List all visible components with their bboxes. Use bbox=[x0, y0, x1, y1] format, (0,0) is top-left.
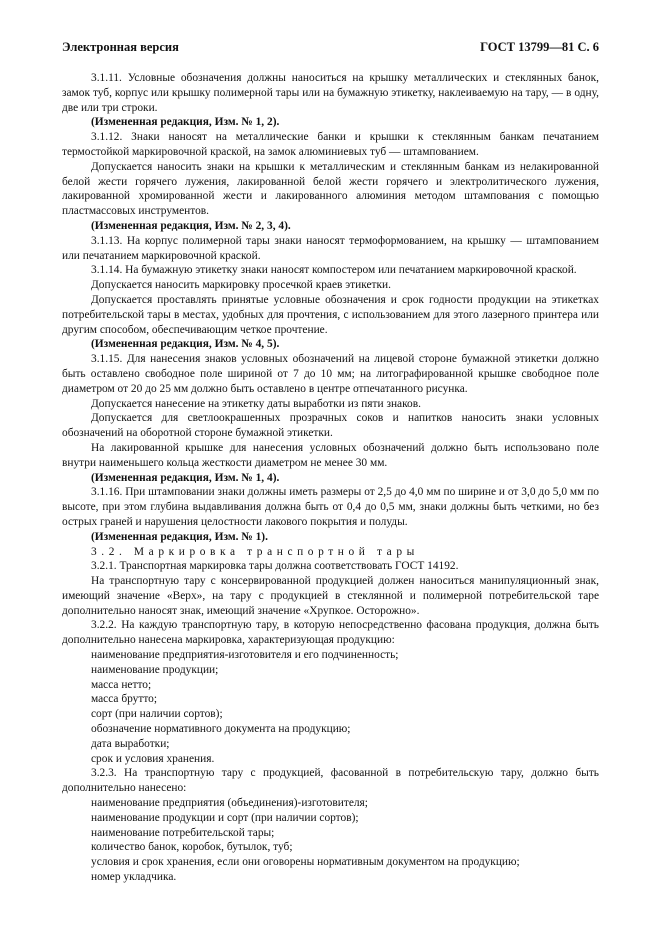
paragraph: обозначение нормативного документа на продукцию; bbox=[91, 723, 351, 736]
paragraph: На транспортную тару с консервированной продукцией должен наноситься манипуляционный знак, имеющий значение «Верх», на тару с продукцией в стеклянной и полимерной потребительской таре дополнительно наносят знак, имеющий значение «Хрупкое. Осторожно». bbox=[62, 575, 599, 617]
paragraph: масса нетто; bbox=[91, 678, 152, 691]
paragraph: 3.2.2. На каждую транспортную тару, в которую непосредственно фасована продукция, должна быть дополнительно нанесена маркировка, характеризующая продукцию: bbox=[62, 619, 599, 647]
standard-page-number: ГОСТ 13799—81 С. 6 bbox=[480, 40, 599, 54]
paragraph: масса брутто; bbox=[91, 693, 158, 706]
paragraph: наименование предприятия-изготовителя и его подчиненность; bbox=[91, 649, 399, 662]
paragraph: 3.1.12. Знаки наносят на металлические банки и крышки к стеклянным банкам печатанием термостойкой маркировочной краской, на замок алюминиевых туб — штампованием. bbox=[62, 131, 599, 158]
paragraph: 3.1.11. Условные обозначения должны наноситься на крышку металлических и стеклянных банок, замок туб, корпус или крышку полимерной тары или на бумажную этикетку, наклеиваемую на тару, — в одну, две или три строки. bbox=[62, 72, 599, 114]
edition-label: Электронная версия bbox=[62, 40, 179, 54]
paragraph: 3.2.3. На транспортную тару с продукцией, фасованной в потребительскую тару, должно быть дополнительно нанесено: bbox=[62, 767, 599, 795]
paragraph: На лакированной крышке для нанесения условных обозначений должно быть использовано поле внутри наименьшего кольца жесткости диаметром не менее 30 мм. bbox=[62, 441, 599, 469]
paragraph: Допускается нанесение на этикетку даты выработки из пяти знаков. bbox=[91, 397, 421, 410]
paragraph: условия и срок хранения, если они оговорены нормативным документом на продукцию; bbox=[91, 856, 520, 869]
paragraph: дата выработки; bbox=[91, 737, 170, 750]
amendment-note: (Измененная редакция, Изм. № 4, 5). bbox=[91, 338, 280, 351]
paragraph: 3.1.15. Для нанесения знаков условных обозначений на лицевой стороне бумажной этикетки должно быть оставлено свободное поле шириной от 7 до 10 мм; на литографированной крышке свободное поле диаметром от 20 до 25 мм должно быть оставлено в центре отпечатанного рисунка. bbox=[62, 353, 599, 395]
paragraph: 3.2.1. Транспортная маркировка тары должна соответствовать ГОСТ 14192. bbox=[91, 560, 459, 573]
paragraph: Допускается наносить знаки на крышки к металлическим и стеклянным банкам из нелакированной белой жести горячего лужения, лакированной белой жести горячего и электролитического лужения, лакированной хромированной жести и лакированного алюминия методом штампования с помощью пластмассовых инструментов. bbox=[62, 160, 599, 218]
paragraph: Допускается для светлоокрашенных прозрачных соков и напитков наносить знаки условных обозначений на оборотной стороне бумажной этикетки. bbox=[62, 412, 599, 440]
document-body bbox=[62, 71, 599, 885]
paragraph: номер укладчика. bbox=[91, 871, 177, 884]
paragraph: 3.1.14. На бумажную этикетку знаки наносят компостером или печатанием маркировочной краской. bbox=[91, 264, 577, 277]
amendment-note: (Измененная редакция, Изм. № 1, 4). bbox=[91, 471, 280, 484]
paragraph: наименование продукции; bbox=[91, 663, 219, 676]
paragraph: количество банок, коробок, бутылок, туб; bbox=[91, 841, 293, 854]
paragraph: 3.1.16. При штамповании знаки должны иметь размеры от 2,5 до 4,0 мм по ширине и от 3,0 до 5,0 мм по высоте, при этом глубина выдавливания должна быть от 0,4 до 0,5 мм, знаки должны быть четкими, но без острых граней и нарушения целостности лакового покрытия и полуды. bbox=[62, 486, 599, 528]
paragraph: наименование потребительской тары; bbox=[91, 826, 275, 839]
paragraph: сорт (при наличии сортов); bbox=[91, 708, 223, 721]
paragraph: Допускается проставлять принятые условные обозначения и срок годности продукции на этикетках потребительской тары в местах, удобных для прочтения, с использованием для этого лазерного принтера или другим способом, обеспечивающим четкое прочтение. bbox=[62, 293, 599, 336]
amendment-note: (Измененная редакция, Изм. № 1). bbox=[91, 530, 268, 543]
amendment-note: (Измененная редакция, Изм. № 2, 3, 4). bbox=[91, 219, 291, 232]
paragraph: Допускается наносить маркировку просечкой краев этикетки. bbox=[91, 279, 391, 292]
page-header bbox=[62, 40, 599, 58]
amendment-note: (Измененная редакция, Изм. № 1, 2). bbox=[91, 116, 280, 129]
paragraph: срок и условия хранения. bbox=[91, 752, 215, 765]
paragraph: наименование предприятия (объединения)-изготовителя; bbox=[91, 797, 368, 810]
section-heading: 3.2. Маркировка транспортной тары bbox=[91, 545, 419, 558]
paragraph: 3.1.13. На корпус полимерной тары знаки наносят термоформованием, на крышку — штампованием или печатанием маркировочной краской. bbox=[62, 234, 599, 262]
paragraph: наименование продукции и сорт (при наличии сортов); bbox=[91, 811, 359, 824]
